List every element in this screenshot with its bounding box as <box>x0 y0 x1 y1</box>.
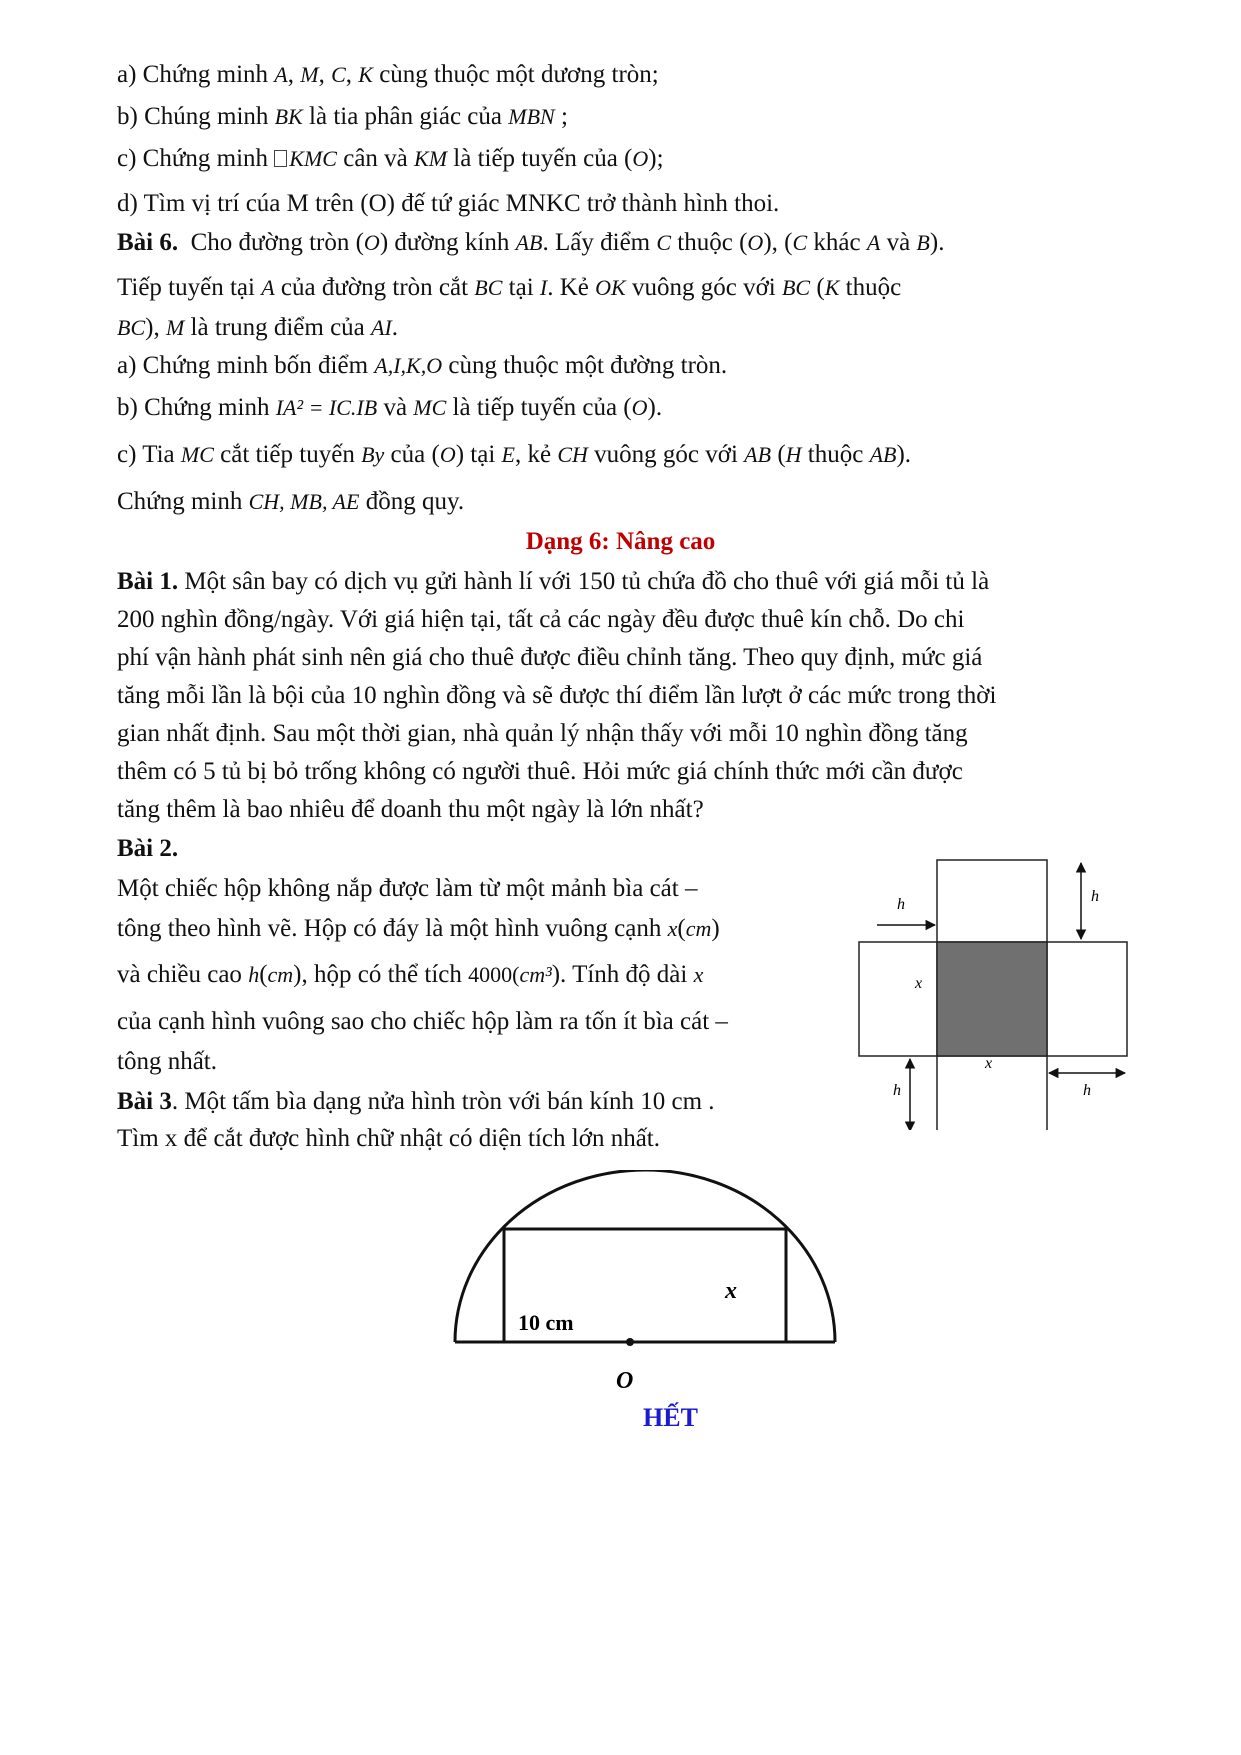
bai2-line4: của cạnh hình vuông sao cho chiếc hộp làm ra tốn ít bìa cát – <box>117 1008 728 1035</box>
bai6-line1: Bài 6. Cho đường tròn (O) đường kính AB. Lấy điểm C thuộc (O), (C khác A và B). <box>117 229 945 256</box>
item-b: b) Chúng minh BK là tia phân giác của MBN ; <box>117 103 568 130</box>
bai6-item-c-cont: Chứng minh CH, MB, AE đồng quy. <box>117 488 465 515</box>
label-x-left: x <box>915 975 923 992</box>
bai6-line3: BC), M là trung điểm của AI. <box>117 314 399 341</box>
section-title: Dạng 6: Nâng cao <box>525 528 716 555</box>
box-net-figure <box>855 855 1135 1130</box>
bai1-line2: 200 nghìn đồng/ngày. Với giá hiện tại, tất cả các ngày đều được thuê kín chỗ. Do chi <box>117 606 965 633</box>
bai1-line7: tăng thêm là bao nhiêu để doanh thu một ngày là lớn nhất? <box>117 796 704 823</box>
label-x-bottom: x <box>985 1055 993 1072</box>
bai1-line5: gian nhất định. Sau một thời gian, nhà quản lý nhận thấy với mỗi 10 nghìn đồng tăng <box>117 720 968 747</box>
bai2-label: Bài 2. <box>117 835 179 862</box>
label-x: x <box>725 1278 737 1304</box>
bai3-line1: Bài 3. Một tấm bìa dạng nửa hình tròn với bán kính 10 cm . <box>117 1088 715 1115</box>
end-marker: HẾT <box>643 1403 698 1432</box>
bai1-line3: phí vận hành phát sinh nên giá cho thuê được điều chỉnh tăng. Theo quy định, mức giá <box>117 644 983 671</box>
net-left-flap <box>859 942 937 1056</box>
bai6-line2: Tiếp tuyến tại A của đường tròn cắt BC tại I. Kẻ OK vuông góc với BC (K thuộc <box>117 274 902 301</box>
center-point-O <box>626 1338 634 1346</box>
bai1-line4: tăng mỗi lần là bội của 10 nghìn đồng và sẽ được thí điểm lần lượt ở các mức trong thời <box>117 682 997 709</box>
item-c: c) Chứng minh KMC cân và KM là tiếp tuyến của (O); <box>117 145 664 172</box>
bai6-item-c: c) Tia MC cắt tiếp tuyến By của (O) tại E, kẻ CH vuông góc với AB (H thuộc AB). <box>117 441 912 468</box>
bai2-line1: Một chiếc hộp không nắp được làm từ một mảnh bìa cát – <box>117 875 698 902</box>
bai6-item-b: b) Chứng minh IA² = IC.IB và MC là tiếp tuyến của (O). <box>117 394 663 421</box>
net-right-flap <box>1047 942 1127 1056</box>
item-a: a) Chứng minh A, M, C, K cùng thuộc một dương tròn; <box>117 61 659 88</box>
bai1-line1: Bài 1. Một sân bay có dịch vụ gửi hành lí với 150 tủ chứa đồ cho thuê với giá mỗi tủ là <box>117 568 990 595</box>
label-h-top-right: h <box>1091 888 1099 905</box>
semicircle-figure <box>440 1170 840 1410</box>
bai2-line2: tông theo hình vẽ. Hộp có đáy là một hình vuông cạnh x(cm) <box>117 915 720 942</box>
item-d: d) Tìm vị trí cúa M trên (O) đế tứ giác MNKC trở thành hình thoi. <box>117 190 780 217</box>
label-O: O <box>616 1368 634 1394</box>
triangle-icon <box>274 150 287 167</box>
bai6-item-a: a) Chứng minh bốn điểm A,I,K,O cùng thuộc một đường tròn. <box>117 352 728 379</box>
bai3-line2: Tìm x để cắt được hình chữ nhật có diện tích lớn nhất. <box>117 1125 660 1152</box>
bai2-line3: và chiều cao h(cm), hộp có thể tích 4000(cm³). Tính độ dài x <box>117 961 704 988</box>
label-h-top-left: h <box>897 896 905 913</box>
label-radius: 10 cm <box>518 1310 574 1335</box>
bai2-line5: tông nhất. <box>117 1048 217 1075</box>
label-h-bottom-left: h <box>893 1082 901 1099</box>
label-h-bottom-right: h <box>1083 1082 1091 1099</box>
net-top-flap <box>937 860 1047 942</box>
semicircle-arc <box>455 1170 835 1342</box>
bai1-line6: thêm có 5 tủ bị bỏ trống không có người thuê. Hỏi mức giá chính thức mới cần được <box>117 758 963 785</box>
net-base-square <box>937 942 1047 1056</box>
